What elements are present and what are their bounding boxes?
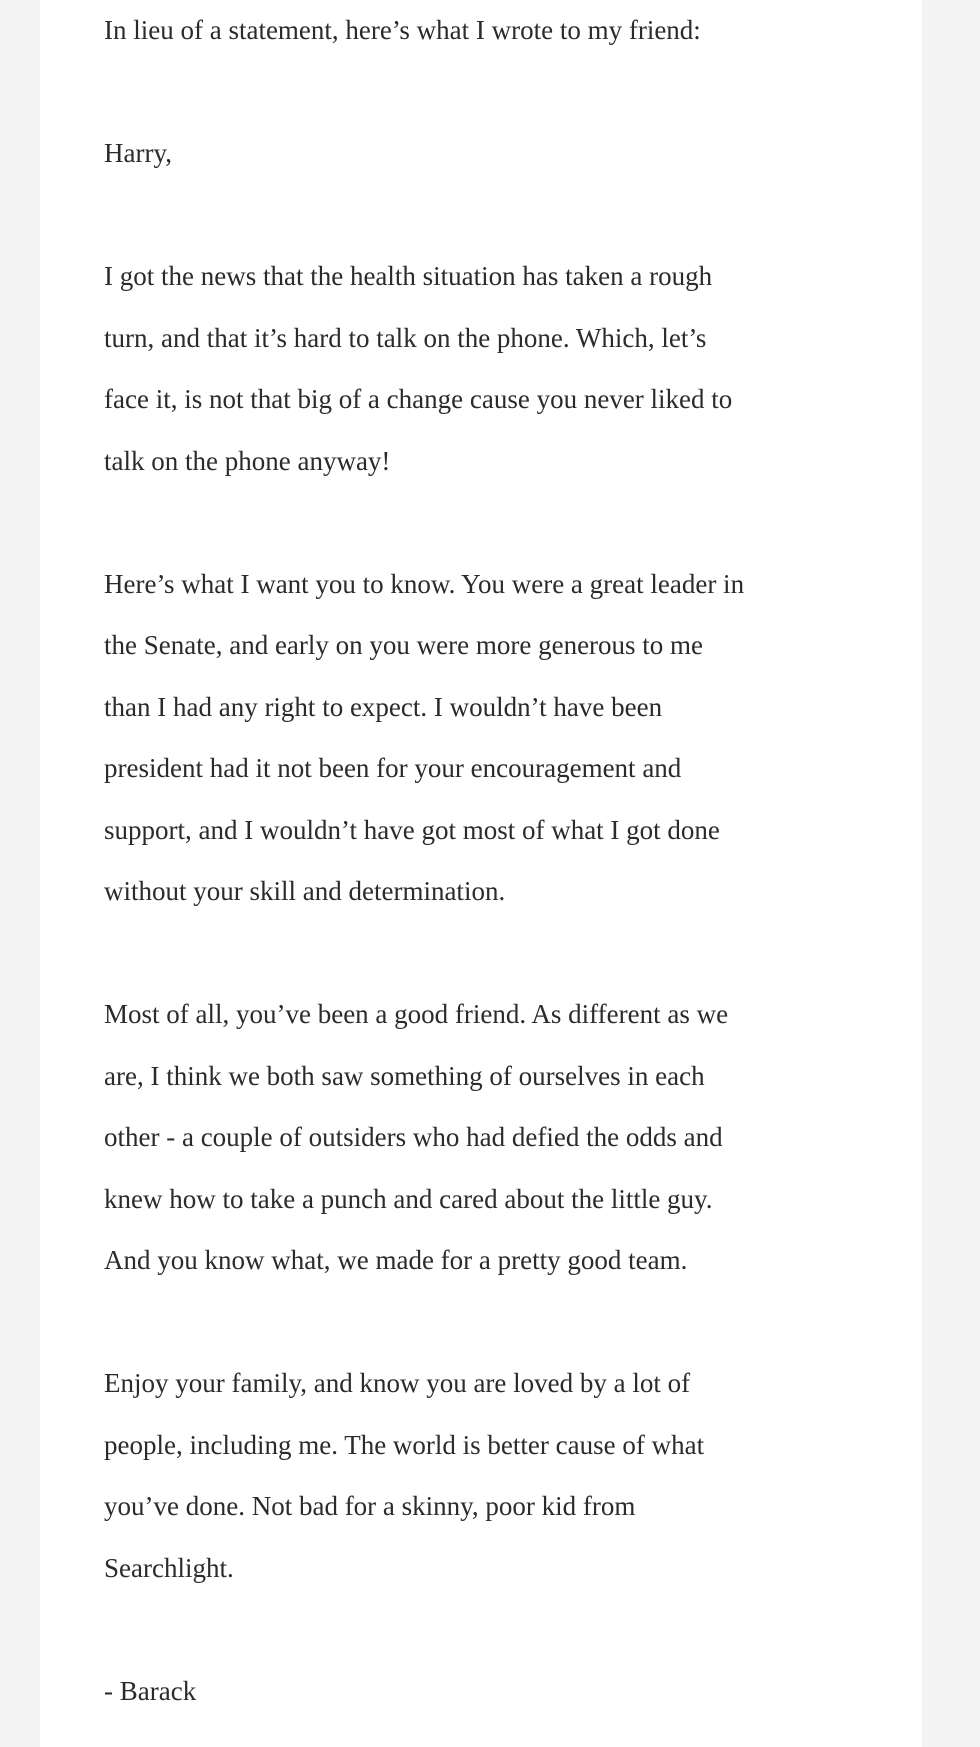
paragraph-line: face it, is not that big of a change cause you never liked to	[104, 384, 733, 414]
spacer	[104, 492, 904, 554]
paragraph-line: Most of all, you’ve been a good friend. As different as we	[104, 999, 729, 1029]
paragraph-line: And you know what, we made for a pretty good team.	[104, 1245, 688, 1275]
intro-text: In lieu of a statement, here’s what I wrote to my friend:	[104, 15, 701, 45]
spacer	[104, 923, 904, 985]
paragraph-line: the Senate, and early on you were more generous to me	[104, 630, 704, 660]
letter-body	[104, 0, 904, 1722]
paragraph-line: are, I think we both saw something of ourselves in each	[104, 1060, 705, 1091]
paragraph-4	[104, 1353, 904, 1599]
paragraph-line: Enjoy your family, and know you are loved by a lot of	[104, 1368, 691, 1398]
paragraph-1	[104, 246, 904, 492]
paragraph-line: Here’s what I want you to know. You were a great leader in	[104, 568, 745, 599]
paragraph-3	[104, 984, 904, 1292]
letter-page	[40, 0, 922, 1747]
paragraph-line: I got the news that the health situation has taken a rough	[104, 261, 713, 291]
paragraph-line: Searchlight.	[104, 1552, 234, 1583]
paragraph-line: talk on the phone anyway!	[104, 445, 391, 476]
paragraph-line: president had it not been for your encouragement and	[104, 753, 682, 783]
spacer	[104, 1599, 904, 1661]
paragraph-line: other - a couple of outsiders who had defied the odds and	[104, 1122, 723, 1152]
paragraph-line: you’ve done. Not bad for a skinny, poor kid from	[104, 1491, 636, 1521]
paragraph-line: than I had any right to expect. I wouldn’t have been	[104, 691, 663, 722]
paragraph-line: without your skill and determination.	[104, 876, 506, 906]
paragraph-line: turn, and that it’s hard to talk on the phone. Which, let’s	[104, 322, 707, 353]
spacer	[104, 62, 904, 124]
spacer	[104, 1292, 904, 1354]
paragraph-2	[104, 554, 904, 923]
salutation: Harry,	[104, 138, 172, 168]
paragraph-line: support, and I wouldn’t have got most of what I got done	[104, 814, 720, 845]
paragraph-line: knew how to take a punch and cared about the little guy.	[104, 1183, 713, 1214]
paragraph-line: people, including me. The world is better cause of what	[104, 1429, 705, 1460]
signature: - Barack	[104, 1675, 197, 1706]
spacer	[104, 185, 904, 247]
